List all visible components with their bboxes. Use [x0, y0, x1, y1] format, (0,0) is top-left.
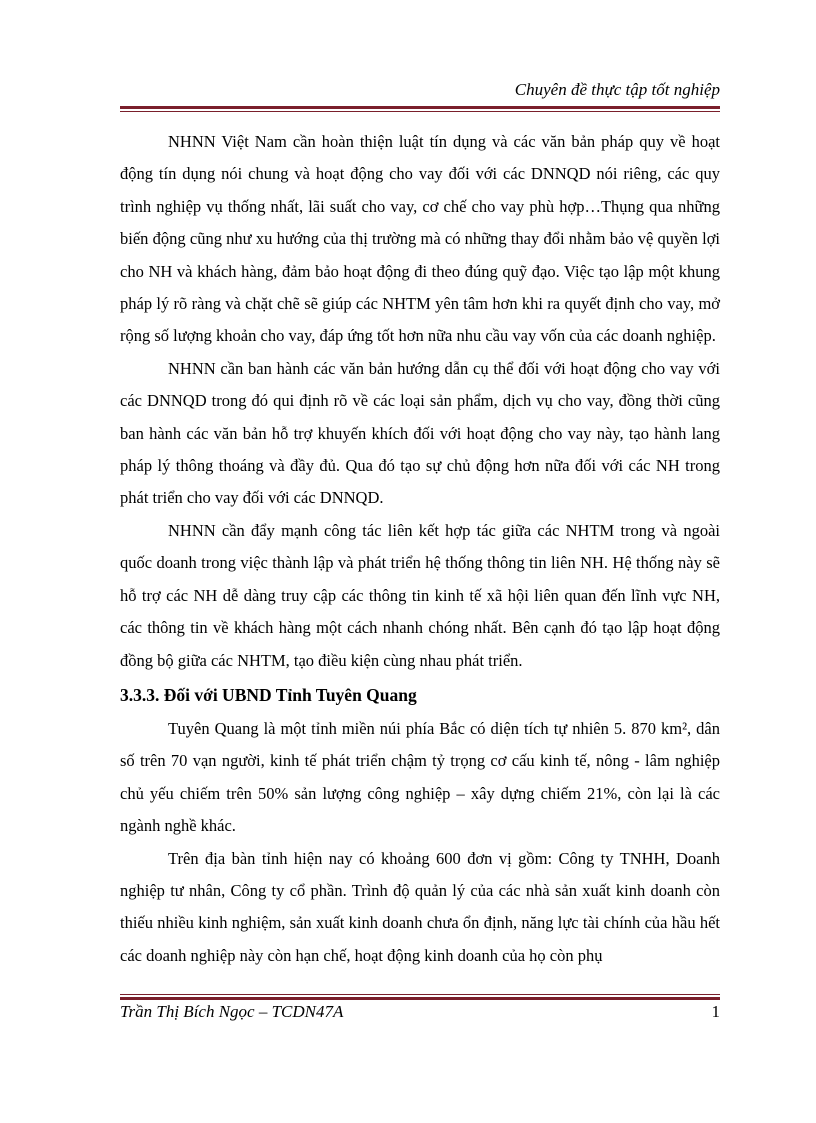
header-rule — [120, 106, 720, 112]
footer — [120, 1002, 720, 1022]
footer-rule — [120, 994, 720, 1000]
paragraph: Tuyên Quang là một tỉnh miền núi phía Bắc có diện tích tự nhiên 5. 870 km², dân số trên 70 vạn người, kinh tế phát triển chậm tỷ trọng cơ cấu kinh tế, nông - lâm nghiệp chủ yếu chiếm trên 50% sản lượng công nghiệp – xây dựng chiếm 21%, còn lại là các ngành nghề khác. — [120, 718, 720, 836]
page-content — [120, 126, 720, 972]
footer-author: Trần Thị Bích Ngọc – TCDN47A — [120, 1002, 344, 1021]
header-title: Chuyên đề thực tập tốt nghiệp — [514, 80, 720, 99]
section-heading: 3.3.3. Đối với UBND Tỉnh Tuyên Quang — [120, 684, 417, 705]
paragraph: NHNN cần ban hành các văn bản hướng dẫn cụ thể đối với hoạt động cho vay với các DNNQD trong đó qui định rõ về các loại sản phẩm, dịch vụ cho vay, đồng thời cũng ban hành các văn bản hỗ trợ khuyến khích đối với hoạt động cho vay này, tạo hành lang pháp lý thông thoáng và đầy đủ. Qua đó tạo sự chủ động hơn nữa đối với các NH trong phát triển cho vay đối với các DNNQD. — [120, 358, 720, 508]
page-number: 1 — [711, 1002, 720, 1021]
paragraph: NHNN Việt Nam cần hoàn thiện luật tín dụng và các văn bản pháp quy về hoạt động tín dụng nói chung và hoạt động cho vay đối với các DNNQD nói riêng, các quy trình nghiệp vụ thống nhất, lãi suất cho vay, cơ chế cho vay phù hợp…Thụng qua những biến động cũng như xu hướng của thị trường mà có những thay đổi nhằm bảo vệ quyền lợi cho NH và khách hàng, đảm bảo hoạt động đi theo đúng quỹ đạo. Việc tạo lập một khung pháp lý rõ ràng và chặt chẽ sẽ giúp các NHTM yên tâm hơn khi ra quyết định cho vay, mở rộng số lượng khoản cho vay, đáp ứng tốt hơn nữa nhu cầu vay vốn của các doanh nghiệp. — [120, 132, 720, 346]
paragraph: Trên địa bàn tỉnh hiện nay có khoảng 600 đơn vị gồm: Công ty TNHH, Doanh nghiệp tư nhân, Công ty cổ phần. Trình độ quản lý của các nhà sản xuất kinh doanh còn thiếu nhiều kinh nghiệm, sản xuất kinh doanh chưa ổn định, năng lực tài chính của hầu hết các doanh nghiệp này còn hạn chế, hoạt động kinh doanh của họ còn phụ — [120, 848, 720, 965]
paragraph: NHNN cần đẩy mạnh công tác liên kết hợp tác giữa các NHTM trong và ngoài quốc doanh trong việc thành lập và phát triển hệ thống thông tin liên NH. Hệ thống này sẽ hỗ trợ các NH dễ dàng truy cập các thông tin kinh tế xã hội liên quan đến lĩnh vực NH, các thông tin về khách hàng một cách nhanh chóng nhất. Bên cạnh đó tạo lập hoạt động đồng bộ giữa các NHTM, tạo điều kiện cùng nhau phát triển. — [120, 520, 720, 670]
